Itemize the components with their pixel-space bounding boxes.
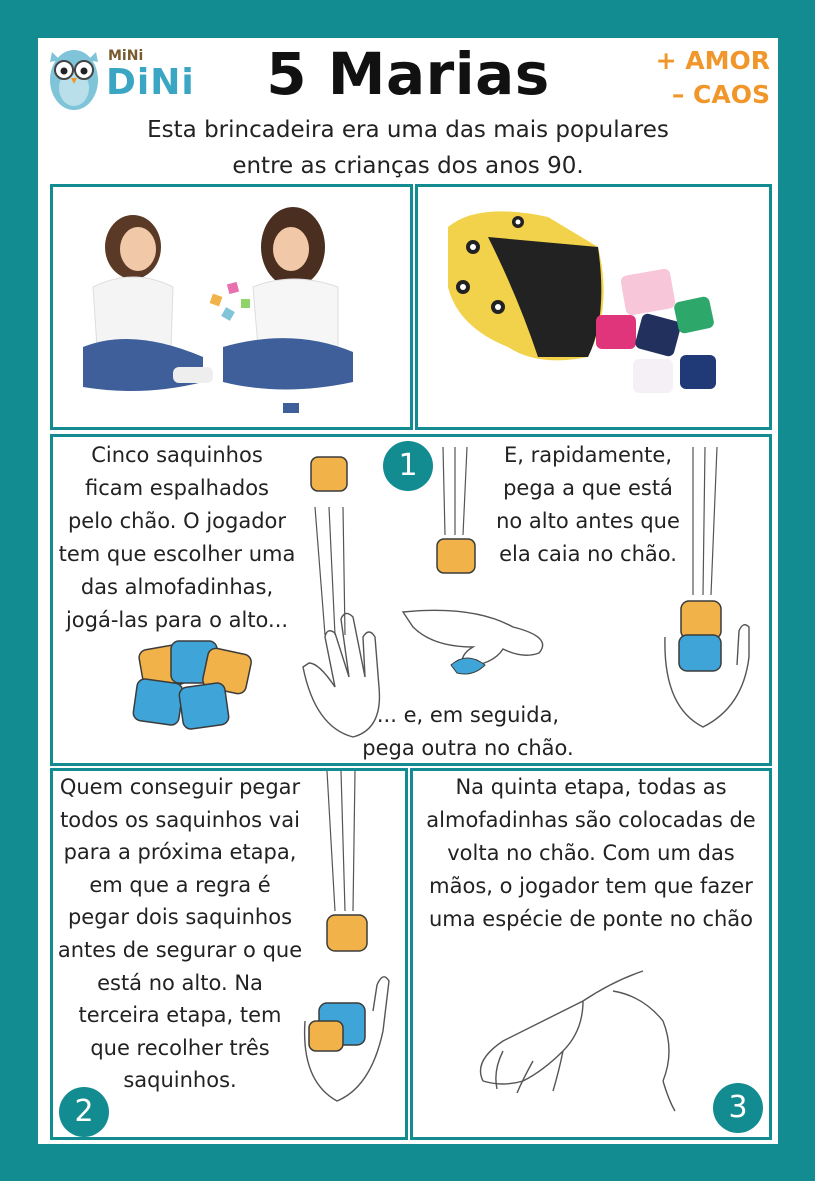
pillow-icon <box>319 1003 365 1045</box>
step-2-line: terceira etapa, tem <box>78 1003 282 1028</box>
step-1-left-line: ficam espalhados <box>85 476 269 500</box>
hand-icon <box>305 977 389 1101</box>
pillow-icon <box>437 539 475 573</box>
photo-children-panel <box>50 184 413 430</box>
pillows-bag-image <box>418 187 769 427</box>
step-2-line: que recolher três <box>90 1035 270 1060</box>
step-3-line: mãos, o jogador tem que fazer <box>429 874 753 898</box>
step-2-line: em que a regra é <box>89 872 271 897</box>
step-3-text <box>413 771 769 936</box>
step-3-line: Na quinta etapa, todas as <box>455 775 727 799</box>
step-1-right-line: ela caia no chão. <box>499 542 677 566</box>
tagline-plus: + AMOR <box>655 46 770 75</box>
page-title: 5 Marias <box>266 40 550 108</box>
infographic-page <box>38 38 778 1144</box>
step-1-panel <box>50 434 772 766</box>
pillow-icon <box>311 457 347 491</box>
step-2-line: para a próxima etapa, <box>63 840 297 865</box>
step-1-right-text <box>473 439 703 571</box>
step-3-line: volta no chão. Com um das <box>447 841 735 865</box>
step-1-right-line: no alto antes que <box>496 509 680 533</box>
amor-caos-logo <box>645 44 770 112</box>
tagline-minus: – CAOS <box>671 80 770 109</box>
step-1-left-line: Cinco saquinhos <box>91 443 263 467</box>
step-1-left-line: pelo chão. O jogador <box>67 509 287 533</box>
step-1-left-text <box>53 439 301 637</box>
step-1-badge: 1 <box>383 441 433 491</box>
step-3-panel <box>410 768 772 1140</box>
step-2-illustration <box>301 771 401 1131</box>
hand-icon <box>665 625 749 727</box>
grab-hand-icon <box>403 610 543 667</box>
step-1-left-line: das almofadinhas, <box>80 575 274 599</box>
pillow-icon <box>327 915 367 951</box>
step-1-right-line: pega a que está <box>503 476 673 500</box>
step-2-text <box>53 771 307 1097</box>
pillow-icon <box>681 601 721 639</box>
step-1-bottom-line: ... e, em seguida, <box>376 703 560 727</box>
step-1-left-line: jogá-las para o alto... <box>65 608 289 632</box>
step-1-right-line: E, rapidamente, <box>504 443 672 467</box>
step-1-bottom-line: pega outra no chão. <box>362 736 574 760</box>
pillow-icon <box>309 1021 343 1051</box>
step-2-line: todos os saquinhos vai <box>60 807 300 832</box>
step-1-left-line: tem que escolher uma <box>58 542 296 566</box>
brand-big-text: DiNi <box>106 62 195 103</box>
step-2-line: antes de segurar o que <box>57 937 303 962</box>
step-3-line: uma espécie de ponte no chão <box>428 907 754 931</box>
step-2-badge: 2 <box>59 1087 109 1137</box>
photo-pillows-panel <box>415 184 772 430</box>
pillow-icon <box>679 635 721 671</box>
brand-small-text: MiNi <box>108 48 144 64</box>
step-2-line: está no alto. Na <box>97 970 263 995</box>
pillow-pile-icon <box>132 641 252 730</box>
children-playing-image <box>53 187 410 427</box>
subtitle-line-2: entre as crianças dos anos 90. <box>232 153 584 179</box>
subtitle-line-1: Esta brincadeira era uma das mais populares <box>147 117 669 143</box>
step-1-bottom-text <box>343 699 593 765</box>
step-3-badge: 3 <box>713 1083 763 1133</box>
step-2-line: pegar dois saquinhos <box>67 905 293 930</box>
step-2-line: saquinhos. <box>123 1068 237 1093</box>
step-3-line: almofadinhas são colocadas de <box>426 808 756 832</box>
step-2-panel <box>50 768 408 1140</box>
subtitle <box>88 112 728 184</box>
step-2-line: Quem conseguir pegar <box>59 775 301 799</box>
